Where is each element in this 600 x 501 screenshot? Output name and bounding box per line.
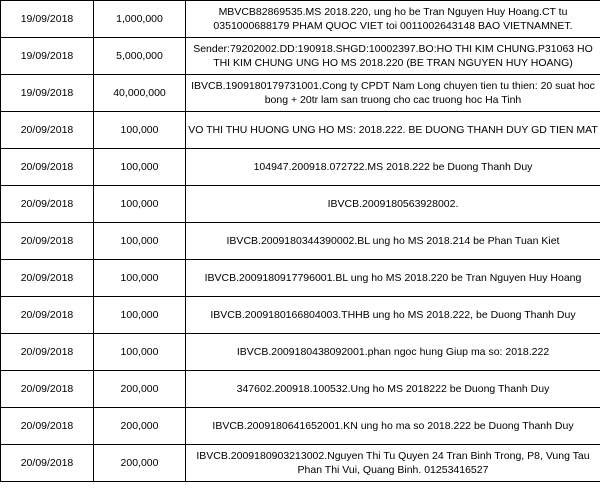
date-cell: 20/09/2018 xyxy=(1,260,94,297)
date-cell: 20/09/2018 xyxy=(1,223,94,260)
table-row xyxy=(1,223,600,260)
amount-cell: 100,000 xyxy=(94,334,186,371)
date-cell: 20/09/2018 xyxy=(1,297,94,334)
table-row xyxy=(1,334,600,371)
amount-cell: 40,000,000 xyxy=(94,75,186,112)
description-cell: IBVCB.2009180563928002. xyxy=(186,186,600,223)
date-cell: 20/09/2018 xyxy=(1,408,94,445)
date-cell: 20/09/2018 xyxy=(1,149,94,186)
table-row xyxy=(1,1,600,38)
description-cell: Sender:79202002.DD:190918.SHGD:10002397.BO:HO THI KIM CHUNG.P31063 HO THI KIM CHUNG UNG HO MS 2018.220 (BE TRAN NGUYEN HUY HOANG) xyxy=(186,38,600,75)
description-cell: IBVCB.2009180344390002.BL ung ho MS 2018.214 be Phan Tuan Kiet xyxy=(186,223,600,260)
amount-cell: 100,000 xyxy=(94,297,186,334)
amount-cell: 5,000,000 xyxy=(94,38,186,75)
date-cell: 19/09/2018 xyxy=(1,1,94,38)
amount-cell: 100,000 xyxy=(94,112,186,149)
description-cell: MBVCB82869535.MS 2018.220, ung ho be Tran Nguyen Huy Hoang.CT tu 0351000688179 PHAM QUOC VIET toi 0011002643148 BAO VIETNAMNET. xyxy=(186,1,600,38)
date-cell: 20/09/2018 xyxy=(1,445,94,482)
table-row xyxy=(1,408,600,445)
amount-cell: 100,000 xyxy=(94,260,186,297)
date-cell: 20/09/2018 xyxy=(1,334,94,371)
description-cell: IBVCB.2009180917796001.BL ung ho MS 2018.220 be Tran Nguyen Huy Hoang xyxy=(186,260,600,297)
date-cell: 20/09/2018 xyxy=(1,112,94,149)
amount-cell: 1,000,000 xyxy=(94,1,186,38)
amount-cell: 200,000 xyxy=(94,445,186,482)
date-cell: 19/09/2018 xyxy=(1,75,94,112)
table-row xyxy=(1,371,600,408)
table-row xyxy=(1,112,600,149)
description-cell: VO THI THU HUONG UNG HO MS: 2018.222. BE DUONG THANH DUY GD TIEN MAT xyxy=(186,112,600,149)
description-cell: IBVCB.1909180179731001.Cong ty CPDT Nam Long chuyen tien tu thien: 20 suat hoc bong + 20tr lam san truong cho cac truong hoc Ha Tinh xyxy=(186,75,600,112)
table-row xyxy=(1,260,600,297)
date-cell: 20/09/2018 xyxy=(1,371,94,408)
table-row xyxy=(1,297,600,334)
date-cell: 19/09/2018 xyxy=(1,38,94,75)
table-row xyxy=(1,445,600,482)
table-row xyxy=(1,186,600,223)
table-row xyxy=(1,149,600,186)
table-row xyxy=(1,38,600,75)
amount-cell: 100,000 xyxy=(94,149,186,186)
table-row xyxy=(1,75,600,112)
description-cell: 347602.200918.100532.Ung ho MS 2018222 be Duong Thanh Duy xyxy=(186,371,600,408)
description-cell: IBVCB.2009180438092001.phan ngoc hung Giup ma so: 2018.222 xyxy=(186,334,600,371)
description-cell: IBVCB.2009180903213002.Nguyen Thi Tu Quyen 24 Tran Binh Trong, P8, Vung Tau Phan Thi Vui, Quang Binh. 01253416527 xyxy=(186,445,600,482)
amount-cell: 100,000 xyxy=(94,223,186,260)
amount-cell: 200,000 xyxy=(94,408,186,445)
description-cell: IBVCB.2009180166804003.THHB ung ho MS 2018.222, be Duong Thanh Duy xyxy=(186,297,600,334)
description-cell: 104947.200918.072722.MS 2018.222 be Duong Thanh Duy xyxy=(186,149,600,186)
amount-cell: 100,000 xyxy=(94,186,186,223)
amount-cell: 200,000 xyxy=(94,371,186,408)
description-cell: IBVCB.2009180641652001.KN ung ho ma so 2018.222 be Duong Thanh Duy xyxy=(186,408,600,445)
date-cell: 20/09/2018 xyxy=(1,186,94,223)
